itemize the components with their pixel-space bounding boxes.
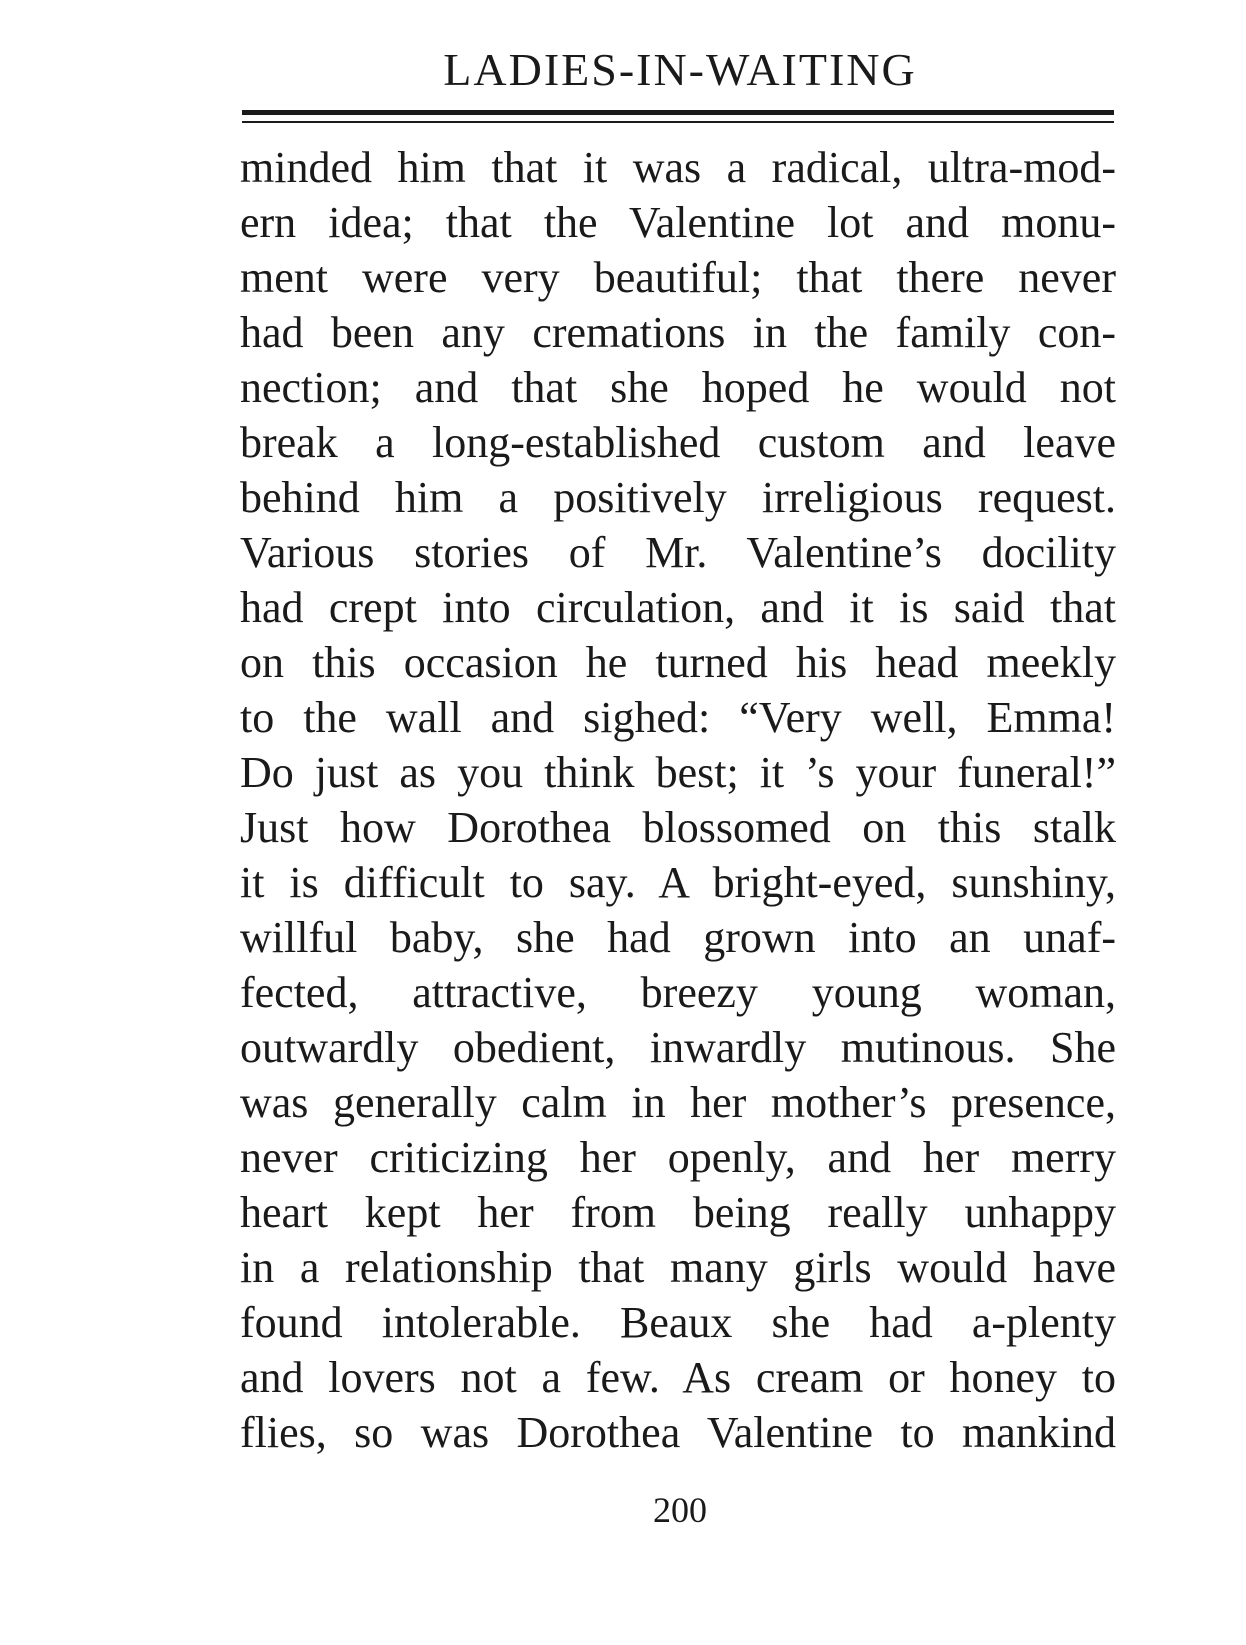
running-title: LADIES-IN-WAITING bbox=[443, 44, 917, 95]
text-line-paragraph-start: Just how Dorothea blossomed on this stalk bbox=[240, 803, 1116, 852]
header-rule-thin bbox=[242, 121, 1114, 123]
text-line: Various stories of Mr. Valentine’s docility bbox=[240, 528, 1116, 577]
text-line: had crept into circulation, and it is said that bbox=[240, 583, 1116, 632]
text-line: on this occasion he turned his head meekly bbox=[240, 638, 1116, 687]
text-line: had been any cremations in the family con- bbox=[240, 308, 1116, 357]
text-line: flies, so was Dorothea Valentine to mankind bbox=[240, 1408, 1116, 1457]
text-line: break a long-established custom and leave bbox=[240, 418, 1116, 467]
text-line: fected, attractive, breezy young woman, bbox=[240, 968, 1116, 1017]
text-line: nection; and that she hoped he would not bbox=[240, 363, 1116, 412]
body-text bbox=[240, 140, 1116, 1460]
header-rule-thick bbox=[242, 110, 1114, 115]
text-line-paragraph-end: Do just as you think best; it ’s your funeral!” bbox=[240, 748, 1116, 797]
text-line: minded him that it was a radical, ultra-mod- bbox=[240, 143, 1116, 192]
text-line: in a relationship that many girls would have bbox=[240, 1243, 1116, 1292]
text-line: ment were very beautiful; that there never bbox=[240, 253, 1116, 302]
text-line: behind him a positively irreligious request. bbox=[240, 473, 1116, 522]
text-line: to the wall and sighed: “Very well, Emma! bbox=[240, 693, 1116, 742]
text-line: ern idea; that the Valentine lot and monu- bbox=[240, 198, 1116, 247]
text-line: willful baby, she had grown into an unaf- bbox=[240, 913, 1116, 962]
text-line: never criticizing her openly, and her merry bbox=[240, 1133, 1116, 1182]
text-line: heart kept her from being really unhappy bbox=[240, 1188, 1116, 1237]
text-line: was generally calm in her mother’s presence, bbox=[240, 1078, 1116, 1127]
text-line: found intolerable. Beaux she had a-plenty bbox=[240, 1298, 1116, 1347]
text-line: and lovers not a few. As cream or honey to bbox=[240, 1353, 1116, 1402]
page-number: 200 bbox=[653, 1490, 707, 1530]
text-line: it is difficult to say. A bright-eyed, sunshiny, bbox=[240, 858, 1116, 907]
text-line: outwardly obedient, inwardly mutinous. She bbox=[240, 1023, 1116, 1072]
